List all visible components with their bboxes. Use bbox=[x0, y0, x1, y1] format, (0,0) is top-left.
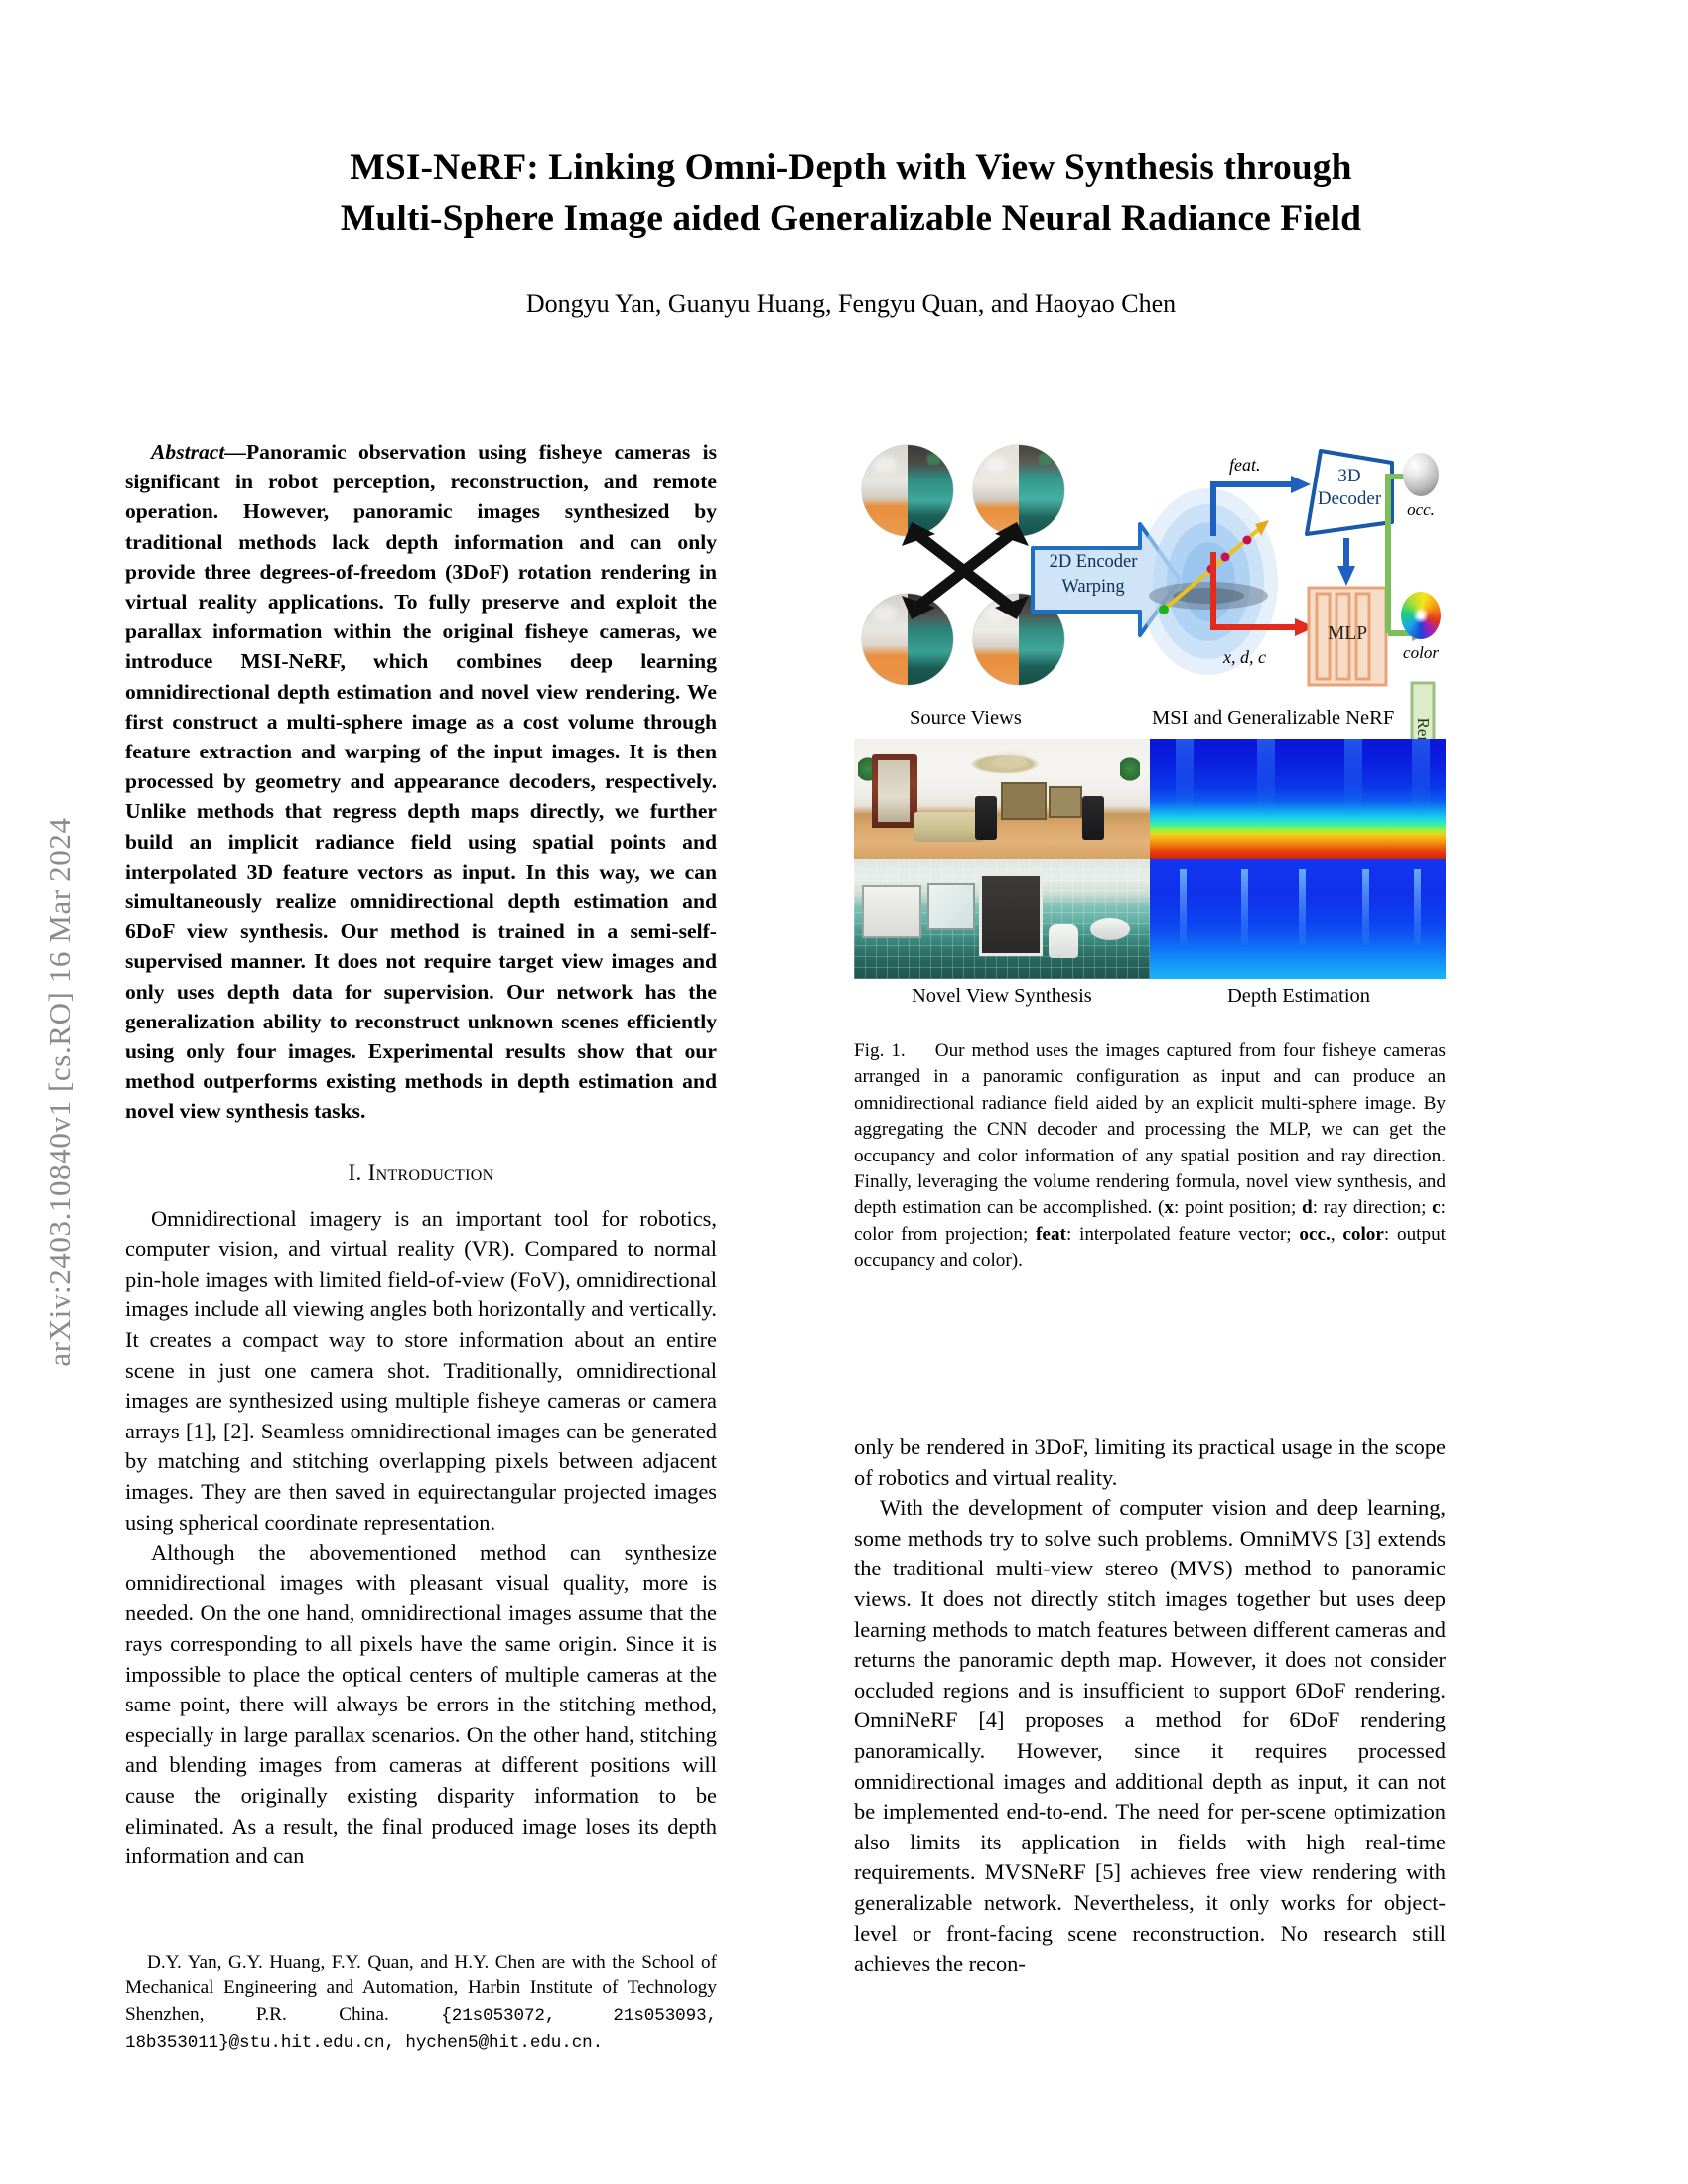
depth-stripe-2 bbox=[1241, 869, 1248, 945]
right-paragraph-1: only be rendered in 3DoF, limiting its practical usage in the scope of robotics and virtual reality. bbox=[854, 1434, 1446, 1490]
author-list: Dongyu Yan, Guanyu Huang, Fengyu Quan, and Haoyao Chen bbox=[525, 289, 1177, 318]
depth-column-4 bbox=[1412, 739, 1430, 813]
footnote-affiliation: D.Y. Yan, G.Y. Huang, F.Y. Quan, and H.Y. Chen are with the School of Mechanical Engineering and Automation, Harbin Institute of Technology Shenzhen, P.R. China. bbox=[125, 1952, 717, 2025]
pano-row-2 bbox=[854, 859, 1446, 979]
caption-msi-nerf: MSI and Generalizable NeRF bbox=[1152, 707, 1395, 729]
caption-t6: : output occupancy and color). bbox=[854, 1223, 1447, 1272]
xdc-label: x, d, c bbox=[1223, 647, 1266, 667]
pipeline-schematic bbox=[854, 437, 1446, 705]
caption-t3: : color from projection; bbox=[854, 1197, 1446, 1245]
intro-paragraph-1: Omnidirectional imagery is an important tool for robotics, computer vision, and virtual reality (VR). Compared to normal pin-hole images with limited field-of-view (FoV), omnidirectional images include all viewing angles both horizontally and vertically. It creates a compact way to store information about an entire scene in just one camera shot. Traditionally, omnidirectional images are synthesized using multiple fisheye cameras or camera arrays [1], [2]. Seamless omnidirectional images can be generated by matching and stitching overlapping pixels between adjacent images. They are then saved in equirectangular projected images using spherical coordinate representation. bbox=[125, 1205, 717, 1535]
depth-map-row-2 bbox=[1150, 859, 1446, 979]
sink bbox=[1090, 918, 1130, 940]
cabinet bbox=[862, 885, 921, 938]
mirror bbox=[927, 883, 975, 930]
depth-column-1 bbox=[1176, 739, 1194, 813]
caption-t4: : interpolated feature vector; bbox=[1065, 1223, 1300, 1245]
depth-stripe-4 bbox=[1362, 869, 1369, 945]
caption-bold-color: color bbox=[1342, 1223, 1384, 1245]
figure-caption-text: Our method uses the images captured from four fisheye cameras arranged in a panoramic configuration as input and can produce an omnidirectional radiance field aided by an explicit multi-sphere image. By aggregating the CNN decoder and processing the MLP, we can get the occupancy and color information of any spatial position and ray direction. Finally, leveraging the volume rendering formula, novel view synthesis, and depth estimation can be accomplished. ( bbox=[854, 1040, 1446, 1219]
figure-bottom-captions bbox=[854, 979, 1446, 1017]
schematic-row-captions bbox=[854, 705, 1446, 739]
footnote-block bbox=[125, 1911, 717, 2057]
caption-source-views: Source Views bbox=[910, 707, 1022, 729]
caption-bold-feat: feat bbox=[1036, 1223, 1066, 1245]
caption-bold-occ: occ. bbox=[1299, 1223, 1331, 1245]
encoder-label-line-1: 2D Encoder bbox=[1049, 552, 1138, 572]
figure-number: Fig. 1. bbox=[854, 1040, 906, 1061]
right-column bbox=[854, 1433, 1446, 1979]
abstract-heading: Abstract— bbox=[151, 440, 246, 464]
fisheye-accent bbox=[1039, 454, 1052, 465]
picture-frame-1 bbox=[1001, 782, 1047, 820]
caption-t5: , bbox=[1330, 1223, 1343, 1245]
two-column-body bbox=[117, 0, 1585, 2184]
arxiv-stamp bbox=[0, 0, 119, 2184]
toilet bbox=[1049, 924, 1078, 958]
decoder-to-mlp-arrow-icon bbox=[1331, 536, 1366, 590]
arxiv-stamp-text: arXiv:2403.10840v1 [cs.RO] 16 Mar 2024 bbox=[42, 817, 76, 1367]
decoder-label-wrap bbox=[1303, 447, 1396, 538]
left-column bbox=[125, 437, 717, 1872]
fisheye-highlight bbox=[873, 456, 897, 473]
fisheye-highlight bbox=[984, 456, 1008, 473]
chair-1 bbox=[975, 796, 997, 840]
occupancy-sphere-icon bbox=[1403, 453, 1439, 496]
caption-bold-c: c bbox=[1432, 1197, 1441, 1219]
caption-bold-d: d bbox=[1302, 1197, 1313, 1219]
figure-caption bbox=[854, 1017, 1446, 1275]
caption-depth-estimation: Depth Estimation bbox=[1227, 985, 1371, 1007]
figure-1 bbox=[854, 437, 1446, 1275]
abstract-paragraph bbox=[125, 437, 717, 1127]
caption-t2: : ray direction; bbox=[1312, 1197, 1433, 1219]
decoder-label-line-2: Decoder bbox=[1317, 488, 1382, 509]
mlp-label: MLP bbox=[1327, 623, 1368, 644]
section-numeral: I. bbox=[348, 1160, 362, 1185]
paper-page bbox=[117, 0, 1585, 2184]
panorama-bathroom bbox=[854, 859, 1150, 979]
depth-column-3 bbox=[1344, 739, 1362, 813]
color-sphere-icon bbox=[1401, 592, 1441, 639]
chair-2 bbox=[1082, 796, 1104, 840]
right-paragraph-2: With the development of computer vision and deep learning, some methods try to solve such problems. OmniMVS [3] extends the traditional multi-view stereo (MVS) method to panoramic views. It does not directly stitch images together but uses deep learning methods to match features between different cameras and returns the panoramic depth map. However, it does not consider occluded regions and is insufficient to support 6DoF rendering. OmniNeRF [4] proposes a method for 6DoF rendering panoramically. However, since it requires processed omnidirectional images and additional depth as input, it can not be implemented end-to-end. The need for per-scene optimization also limits its application in fields with high real-time requirements. MVSNeRF [5] achieves free view rendering with generalizable network. Nevertheless, it only works for object-level or front-facing scene reconstruction. No research still achieves the recon- bbox=[854, 1495, 1446, 1977]
depth-column-2 bbox=[1257, 739, 1275, 813]
section-title: Introduction bbox=[367, 1160, 494, 1185]
depth-stripe-3 bbox=[1299, 869, 1306, 945]
plant-right bbox=[1120, 756, 1140, 782]
fisheye-accent bbox=[927, 454, 940, 465]
intro-paragraph-2: Although the abovementioned method can synthesize omnidirectional images with pleasant visual quality, more is needed. On the one hand, omnidirectional images assume that the rays corresponding to all pixels have the same origin. Since it is impossible to place the optical centers of multiple cameras at the same point, there will always be errors in the stitching method, especially in large parallax scenarios. On the other hand, stitching and blending images from cameras at different positions will cause the originally existing disparity information to be eliminated. As a result, the final produced image loses its depth information and can bbox=[125, 1540, 717, 1869]
title-line-2: Multi-Sphere Image aided Generalizable Neural Radiance Field bbox=[340, 199, 1362, 239]
footnote-text bbox=[125, 1950, 717, 2057]
section-heading-introduction bbox=[125, 1127, 717, 1204]
caption-novel-view-synthesis: Novel View Synthesis bbox=[912, 985, 1092, 1007]
door-dark bbox=[979, 873, 1043, 956]
ceiling-lamp bbox=[993, 756, 1027, 768]
feat-label: feat. bbox=[1229, 455, 1261, 475]
title-line-1: MSI-NeRF: Linking Omni-Depth with View Synthesis through bbox=[350, 147, 1352, 188]
occ-label: occ. bbox=[1407, 500, 1435, 519]
depth-stripe-1 bbox=[1180, 869, 1187, 945]
caption-bold-x: x bbox=[1164, 1197, 1175, 1219]
xdc-arrow-icon bbox=[1207, 546, 1319, 643]
mlp-label-wrap bbox=[1307, 586, 1388, 687]
panorama-living-room bbox=[854, 739, 1150, 859]
decoder-label-line-1: 3D bbox=[1337, 466, 1361, 486]
footnote-emails: {21s053072, 21s053093, 18b353011}@stu.hit.edu.cn, hychen5@hit.edu.cn. bbox=[125, 2005, 717, 2054]
cross-arrows-icon bbox=[892, 516, 1039, 625]
decoder-label bbox=[1303, 465, 1396, 510]
depth-stripe-5 bbox=[1414, 869, 1421, 945]
abstract-text: Panoramic observation using fisheye cameras is significant in robot perception, reconstruction, and remote operation. However, panoramic images synthesized by traditional methods lack depth information and can only provide three degrees-of-freedom (3DoF) rotation rendering in virtual reality applications. To fully preserve and exploit the parallax information within the original fisheye cameras, we introduce MSI-NeRF, which combines deep learning omnidirectional depth estimation and novel view rendering. We first construct a multi-sphere image as a cost volume through feature extraction and warping of the input images. It is then processed by geometry and appearance decoders, respectively. Unlike methods that regress depth maps directly, we further build an implicit radiance field using spatial points and interpolated 3D feature vectors as input. In this way, we can simultaneously realize omnidirectional depth estimation and 6DoF view synthesis. Our method is trained in a semi-self-supervised manner. It does not require target view images and only uses depth data for supervision. Our network has the generalization ability to reconstruct unknown scenes efficiently using only four images. Experimental results show that our method outperforms existing methods in depth estimation and novel view synthesis tasks. bbox=[125, 440, 717, 1124]
picture-frame-2 bbox=[1049, 786, 1082, 818]
depth-map-row-1 bbox=[1150, 739, 1446, 859]
pano-row-1 bbox=[854, 739, 1446, 859]
feat-arrow-icon bbox=[1207, 465, 1315, 540]
door-panel bbox=[878, 760, 910, 822]
color-label: color bbox=[1403, 643, 1439, 662]
caption-t1: : point position; bbox=[1174, 1197, 1303, 1219]
encoder-label-line-2: Warping bbox=[1061, 577, 1125, 597]
